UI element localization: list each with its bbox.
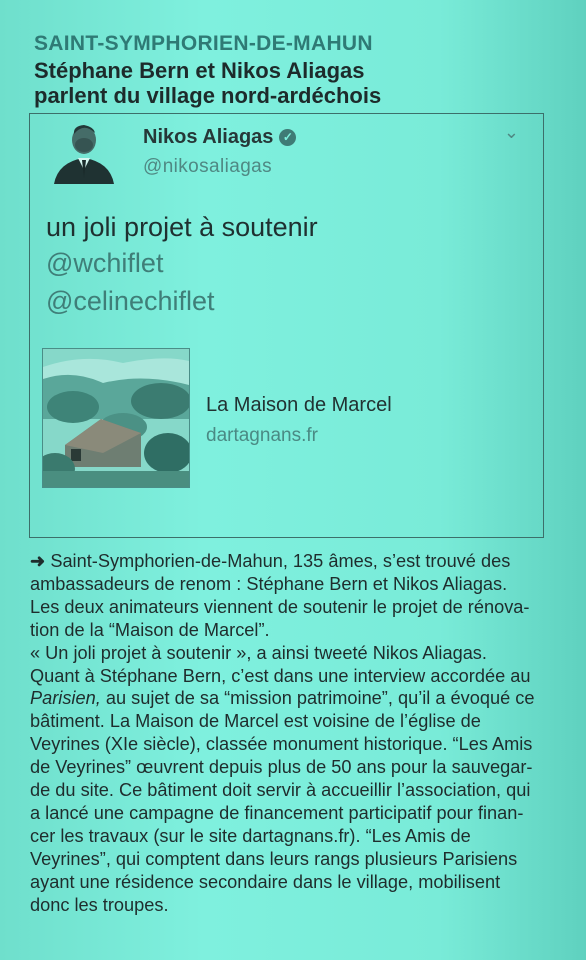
body-line: Veyrines (XIe siècle), classée monument historique. “Les Amis — [30, 734, 533, 755]
headline-line-2: parlent du village nord-ardéchois — [34, 83, 382, 108]
italic-source: Parisien, — [30, 688, 101, 709]
tweet-mention-2: @celinechiflet — [46, 286, 215, 316]
tweet-handle: @nikosaliagas — [143, 156, 273, 177]
author-avatar — [50, 120, 118, 184]
link-card-title[interactable]: La Maison de Marcel — [206, 394, 392, 416]
chevron-down-icon: ⌄ — [503, 122, 519, 142]
arrow-icon: ➜ — [30, 551, 46, 571]
link-card-url[interactable]: dartagnans.fr — [206, 425, 318, 446]
body-line: cer les travaux (sur le site dartagnans.fr). “Les Amis de — [30, 825, 471, 846]
tweet-author-name: Nikos Aliagas — [143, 126, 274, 148]
tweet-text: un joli projet à soutenir — [46, 212, 318, 242]
body-line: ayant une résidence secondaire dans le village, mobilisent — [30, 871, 501, 892]
body-line: bâtiment. La Maison de Marcel est voisine de l’église de — [30, 711, 481, 732]
article-headline — [34, 58, 554, 108]
body-line-text: au sujet de sa “mission patrimoine”, qu’il a évoqué ce — [105, 688, 535, 709]
embedded-tweet — [29, 113, 544, 538]
body-line-text: Saint-Symphorien-de-Mahun, 135 âmes, s’est trouvé des — [50, 551, 511, 571]
article-body — [30, 550, 554, 917]
body-line: Veyrines”, qui comptent dans leurs rangs plusieurs Parisiens — [30, 848, 518, 869]
tweet-author — [143, 126, 296, 149]
headline-line-1: Stéphane Bern et Nikos Aliagas — [34, 58, 365, 83]
verified-badge-icon: ✓ — [279, 129, 296, 146]
body-line: Les deux animateurs viennent de soutenir le projet de rénova- — [30, 596, 530, 617]
article-kicker: SAINT-SYMPHORIEN-DE-MAHUN — [34, 32, 373, 55]
body-line: a lancé une campagne de financement participatif pour finan- — [30, 802, 524, 823]
body-line: de Veyrines” œuvrent depuis plus de 50 ans pour la sauvegar- — [30, 757, 533, 778]
body-line: donc les troupes. — [30, 894, 169, 915]
body-line — [30, 687, 554, 710]
tweet-mention-1: @wchiflet — [46, 248, 164, 278]
body-line: tion de la “Maison de Marcel”. — [30, 619, 270, 640]
body-line: de du site. Ce bâtiment doit servir à accueillir l’association, qui — [30, 780, 531, 801]
body-line: ambassadeurs de renom : Stéphane Bern et Nikos Aliagas. — [30, 573, 508, 594]
link-card-image — [42, 348, 190, 488]
body-line: « Un joli projet à soutenir », a ainsi tweeté Nikos Aliagas. — [30, 642, 487, 663]
body-line: Quant à Stéphane Bern, c’est dans une interview accordée au — [30, 665, 531, 686]
body-line — [30, 550, 554, 573]
